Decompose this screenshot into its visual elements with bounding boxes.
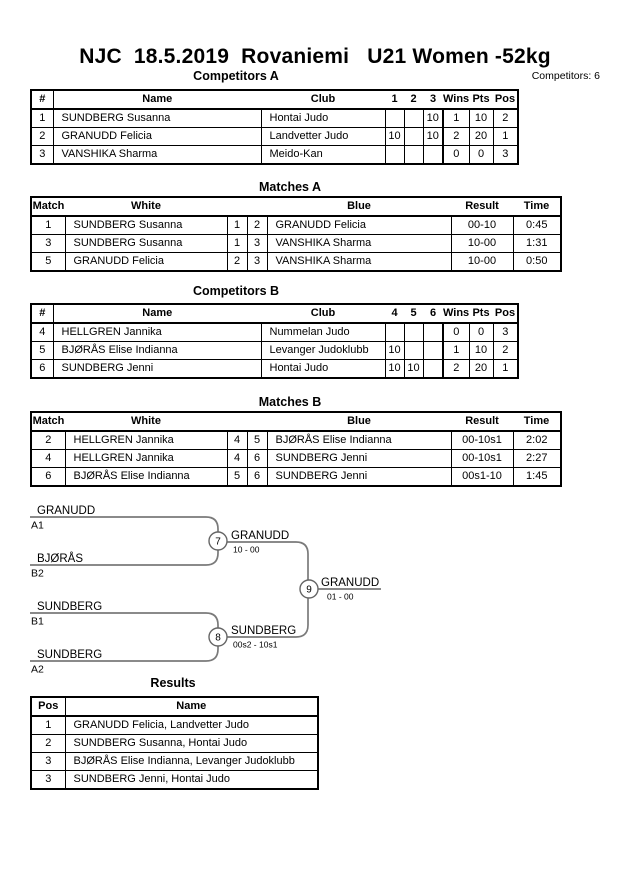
- table-row: [31, 323, 518, 342]
- cell-pos: 3: [31, 753, 65, 771]
- col-header-white: White: [65, 412, 227, 431]
- cell-white-num: 5: [227, 468, 247, 487]
- col-header-name: Name: [53, 304, 261, 323]
- col-header-pts: Pts: [469, 304, 493, 323]
- competitors-b-header-row: [31, 304, 518, 323]
- cell-time: 1:45: [513, 468, 561, 487]
- col-header-num: #: [31, 90, 53, 109]
- cell-num: 4: [31, 323, 53, 342]
- cell-white-name: BJØRÅS Elise Indianna: [65, 468, 227, 487]
- cell-blue-name: SUNDBERG Jenni: [267, 450, 451, 468]
- col-header-3: 3: [423, 90, 443, 109]
- col-header-match: Match: [31, 197, 65, 216]
- cell-name: HELLGREN Jannika: [53, 323, 261, 342]
- table-row: [31, 450, 561, 468]
- cell-wins: 1: [443, 342, 469, 360]
- competitors-count: Competitors: 6: [531, 70, 600, 82]
- matches-a-header-row: [31, 197, 561, 216]
- cell-name: SUNDBERG Susanna: [53, 109, 261, 128]
- cell-score-5: [404, 342, 423, 360]
- cell-match: 4: [31, 450, 65, 468]
- cell-blue-num: 2: [247, 216, 267, 235]
- cell-score-2: [404, 146, 423, 165]
- match-9-number: 9: [306, 584, 312, 596]
- matches-b-header-row: [31, 412, 561, 431]
- table-row: [31, 735, 318, 753]
- competitors-b-table: [30, 303, 519, 379]
- cell-pts: 10: [469, 342, 493, 360]
- cell-club: Hontai Judo: [261, 109, 385, 128]
- cell-pos: 3: [493, 323, 518, 342]
- cell-score-4: [385, 323, 404, 342]
- table-row: [31, 216, 561, 235]
- cell-num: 5: [31, 342, 53, 360]
- cell-name: VANSHIKA Sharma: [53, 146, 261, 165]
- col-header-wins: Wins: [443, 304, 469, 323]
- cell-white-name: SUNDBERG Susanna: [65, 216, 227, 235]
- table-row: [31, 468, 561, 487]
- table-row: [31, 128, 518, 146]
- table-row: [31, 109, 518, 128]
- cell-club: Hontai Judo: [261, 360, 385, 379]
- bracket-entrant-sf1-top: GRANUDD: [37, 505, 96, 517]
- matches-b-table: [30, 411, 562, 487]
- cell-name: SUNDBERG Susanna, Hontai Judo: [65, 735, 318, 753]
- cell-score-6: [423, 342, 443, 360]
- cell-num: 6: [31, 360, 53, 379]
- cell-result: 10-00: [451, 235, 513, 253]
- matches-a-table: [30, 196, 562, 272]
- table-row: [31, 771, 318, 790]
- cell-pos: 3: [493, 146, 518, 165]
- cell-score-4: 10: [385, 360, 404, 379]
- cell-pos: 2: [493, 109, 518, 128]
- section-title-results: Results: [150, 676, 196, 690]
- col-header-club: Club: [261, 304, 385, 323]
- cell-pts: 10: [469, 109, 493, 128]
- cell-match: 2: [31, 431, 65, 450]
- cell-name: SUNDBERG Jenni: [53, 360, 261, 379]
- cell-pts: 0: [469, 146, 493, 165]
- table-row: [31, 342, 518, 360]
- cell-num: 3: [31, 146, 53, 165]
- cell-name: BJØRÅS Elise Indianna, Levanger Judoklubb: [65, 753, 318, 771]
- bracket-winner-match-7: GRANUDD: [231, 530, 290, 542]
- col-header-match: Match: [31, 412, 65, 431]
- col-header-name: Name: [53, 90, 261, 109]
- cell-score-5: 10: [404, 360, 423, 379]
- bracket-winner-match-8: SUNDBERG: [231, 625, 297, 637]
- cell-result: 00-10: [451, 216, 513, 235]
- bracket-score-match-7: 10 - 00: [233, 544, 260, 555]
- cell-wins: 2: [443, 128, 469, 146]
- col-header-pts: Pts: [469, 90, 493, 109]
- cell-result: 00-10s1: [451, 431, 513, 450]
- col-header-wins: Wins: [443, 90, 469, 109]
- competitors-a-table: [30, 89, 519, 165]
- col-header-spacer: [247, 412, 267, 431]
- cell-blue-num: 5: [247, 431, 267, 450]
- cell-blue-num: 6: [247, 450, 267, 468]
- cell-club: Landvetter Judo: [261, 128, 385, 146]
- col-header-1: 1: [385, 90, 404, 109]
- cell-wins: 1: [443, 109, 469, 128]
- cell-wins: 0: [443, 146, 469, 165]
- cell-white-name: SUNDBERG Susanna: [65, 235, 227, 253]
- bracket-entrant-sf1-bottom: BJØRÅS: [37, 553, 84, 565]
- cell-name: GRANUDD Felicia, Landvetter Judo: [65, 716, 318, 735]
- col-header-2: 2: [404, 90, 423, 109]
- cell-blue-num: 6: [247, 468, 267, 487]
- col-header-num: #: [31, 304, 53, 323]
- cell-pos: 1: [31, 716, 65, 735]
- col-header-5: 5: [404, 304, 423, 323]
- cell-score-5: [404, 323, 423, 342]
- cell-match: 3: [31, 235, 65, 253]
- cell-time: 0:50: [513, 253, 561, 272]
- bracket-seed-sf1-top: A1: [31, 519, 44, 532]
- bracket-score-match-8: 00s2 - 10s1: [233, 639, 278, 650]
- col-header-pos: Pos: [31, 697, 65, 716]
- cell-name: GRANUDD Felicia: [53, 128, 261, 146]
- col-header-name: Name: [65, 697, 318, 716]
- bracket-seed-sf2-top: B1: [31, 615, 44, 628]
- cell-blue-name: VANSHIKA Sharma: [267, 253, 451, 272]
- bracket-score-final: 01 - 00: [327, 591, 354, 602]
- section-title-matches-b: Matches B: [258, 395, 322, 409]
- table-row: [31, 253, 561, 272]
- cell-blue-name: GRANUDD Felicia: [267, 216, 451, 235]
- col-header-club: Club: [261, 90, 385, 109]
- bracket-entrant-sf2-top: SUNDBERG: [37, 601, 103, 613]
- cell-result: 00-10s1: [451, 450, 513, 468]
- col-header-white: White: [65, 197, 227, 216]
- cell-pos: 3: [31, 771, 65, 790]
- table-row: [31, 431, 561, 450]
- cell-num: 2: [31, 128, 53, 146]
- bracket-lines: [30, 517, 381, 661]
- section-title-matches-a: Matches A: [258, 180, 322, 194]
- cell-wins: 0: [443, 323, 469, 342]
- cell-white-num: 4: [227, 450, 247, 468]
- cell-score-3: 10: [423, 128, 443, 146]
- competitors-a-header-row: [31, 90, 518, 109]
- col-header-spacer: [227, 197, 247, 216]
- cell-score-1: 10: [385, 128, 404, 146]
- cell-name: SUNDBERG Jenni, Hontai Judo: [65, 771, 318, 790]
- section-title-competitors-a: Competitors A: [193, 69, 279, 83]
- col-header-blue: Blue: [267, 412, 451, 431]
- bracket-seed-sf1-bottom: B2: [31, 567, 44, 580]
- cell-time: 1:31: [513, 235, 561, 253]
- cell-score-6: [423, 323, 443, 342]
- col-header-spacer: [247, 197, 267, 216]
- cell-score-4: 10: [385, 342, 404, 360]
- cell-white-name: HELLGREN Jannika: [65, 450, 227, 468]
- col-header-blue: Blue: [267, 197, 451, 216]
- results-table: [30, 696, 319, 790]
- cell-club: Levanger Judoklubb: [261, 342, 385, 360]
- cell-score-1: [385, 146, 404, 165]
- col-header-result: Result: [451, 412, 513, 431]
- cell-match: 1: [31, 216, 65, 235]
- cell-score-3: [423, 146, 443, 165]
- cell-pts: 20: [469, 128, 493, 146]
- cell-time: 2:27: [513, 450, 561, 468]
- table-row: [31, 146, 518, 165]
- bracket-entrant-sf2-bottom: SUNDBERG: [37, 649, 103, 661]
- cell-score-2: [404, 109, 423, 128]
- table-row: [31, 716, 318, 735]
- cell-num: 1: [31, 109, 53, 128]
- medal-bracket: [0, 495, 400, 680]
- section-title-competitors-b: Competitors B: [192, 284, 280, 298]
- cell-pos: 1: [493, 128, 518, 146]
- cell-blue-name: BJØRÅS Elise Indianna: [267, 431, 451, 450]
- cell-pos: 2: [31, 735, 65, 753]
- cell-white-num: 4: [227, 431, 247, 450]
- match-7-number: 7: [215, 536, 221, 548]
- cell-white-num: 2: [227, 253, 247, 272]
- cell-blue-name: VANSHIKA Sharma: [267, 235, 451, 253]
- cell-score-2: [404, 128, 423, 146]
- table-row: [31, 753, 318, 771]
- cell-club: Meido-Kan: [261, 146, 385, 165]
- cell-pos: 2: [493, 342, 518, 360]
- cell-score-1: [385, 109, 404, 128]
- page-title: NJC 18.5.2019 Rovaniemi U21 Women -52kg: [79, 45, 551, 68]
- cell-blue-num: 3: [247, 253, 267, 272]
- col-header-spacer: [227, 412, 247, 431]
- cell-match: 6: [31, 468, 65, 487]
- col-header-pos: Pos: [493, 90, 518, 109]
- cell-white-name: HELLGREN Jannika: [65, 431, 227, 450]
- col-header-6: 6: [423, 304, 443, 323]
- cell-pos: 1: [493, 360, 518, 379]
- cell-time: 0:45: [513, 216, 561, 235]
- results-header-row: [31, 697, 318, 716]
- cell-match: 5: [31, 253, 65, 272]
- cell-club: Nummelan Judo: [261, 323, 385, 342]
- cell-wins: 2: [443, 360, 469, 379]
- col-header-time: Time: [513, 197, 561, 216]
- cell-pts: 20: [469, 360, 493, 379]
- table-row: [31, 235, 561, 253]
- cell-result: 00s1-10: [451, 468, 513, 487]
- cell-time: 2:02: [513, 431, 561, 450]
- col-header-pos: Pos: [493, 304, 518, 323]
- cell-white-num: 1: [227, 216, 247, 235]
- cell-pts: 0: [469, 323, 493, 342]
- col-header-4: 4: [385, 304, 404, 323]
- table-row: [31, 360, 518, 379]
- col-header-time: Time: [513, 412, 561, 431]
- cell-white-num: 1: [227, 235, 247, 253]
- bracket-winner-final: GRANUDD: [321, 577, 380, 589]
- cell-blue-num: 3: [247, 235, 267, 253]
- cell-result: 10-00: [451, 253, 513, 272]
- match-8-number: 8: [215, 632, 221, 644]
- col-header-result: Result: [451, 197, 513, 216]
- cell-score-3: 10: [423, 109, 443, 128]
- cell-name: BJØRÅS Elise Indianna: [53, 342, 261, 360]
- cell-white-name: GRANUDD Felicia: [65, 253, 227, 272]
- cell-score-6: [423, 360, 443, 379]
- cell-blue-name: SUNDBERG Jenni: [267, 468, 451, 487]
- bracket-seed-sf2-bottom: A2: [31, 663, 44, 676]
